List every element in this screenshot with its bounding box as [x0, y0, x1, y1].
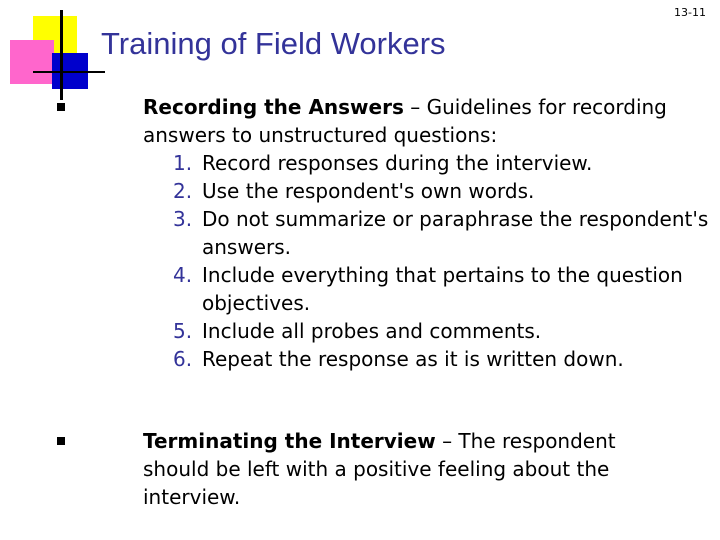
list-text: Record responses during the interview.: [202, 151, 593, 175]
list-item: [173, 317, 713, 345]
guideline-list: [143, 149, 713, 373]
list-text: Include all probes and comments.: [202, 319, 542, 343]
bullet-body: – The respondent should be left with a positive feeling about the interview.: [143, 429, 616, 509]
bullet-marker: [57, 437, 65, 445]
bullet-marker: [57, 103, 65, 111]
list-item: [173, 205, 713, 261]
list-item: [173, 261, 713, 317]
list-number: 5.: [173, 319, 193, 343]
logo: [0, 0, 110, 110]
logo-pink-square: [10, 40, 54, 84]
list-number: 1.: [173, 151, 193, 175]
list-item: [173, 177, 713, 205]
bullet-recording-answers: [143, 93, 713, 373]
bullet-heading: Terminating the Interview: [143, 429, 436, 453]
list-text: Do not summarize or paraphrase the respondent's answers.: [202, 207, 709, 259]
list-number: 3.: [173, 207, 193, 231]
bullet-body: – Guidelines for recording answers to unstructured questions:: [143, 95, 667, 147]
list-text: Use the respondent's own words.: [202, 179, 535, 203]
list-text: Include everything that pertains to the question objectives.: [202, 263, 683, 315]
logo-horizontal-line: [33, 71, 105, 73]
logo-vertical-line: [60, 10, 63, 100]
page-number: 13-11: [674, 6, 706, 19]
bullet-heading: Recording the Answers: [143, 95, 404, 119]
list-text: Repeat the response as it is written down.: [202, 347, 624, 371]
list-item: [173, 149, 713, 177]
list-item: [173, 345, 713, 373]
list-number: 2.: [173, 179, 193, 203]
bullet-terminating-interview: [143, 427, 663, 511]
list-number: 4.: [173, 263, 193, 287]
slide-title: Training of Field Workers: [101, 26, 446, 61]
list-number: 6.: [173, 347, 193, 371]
